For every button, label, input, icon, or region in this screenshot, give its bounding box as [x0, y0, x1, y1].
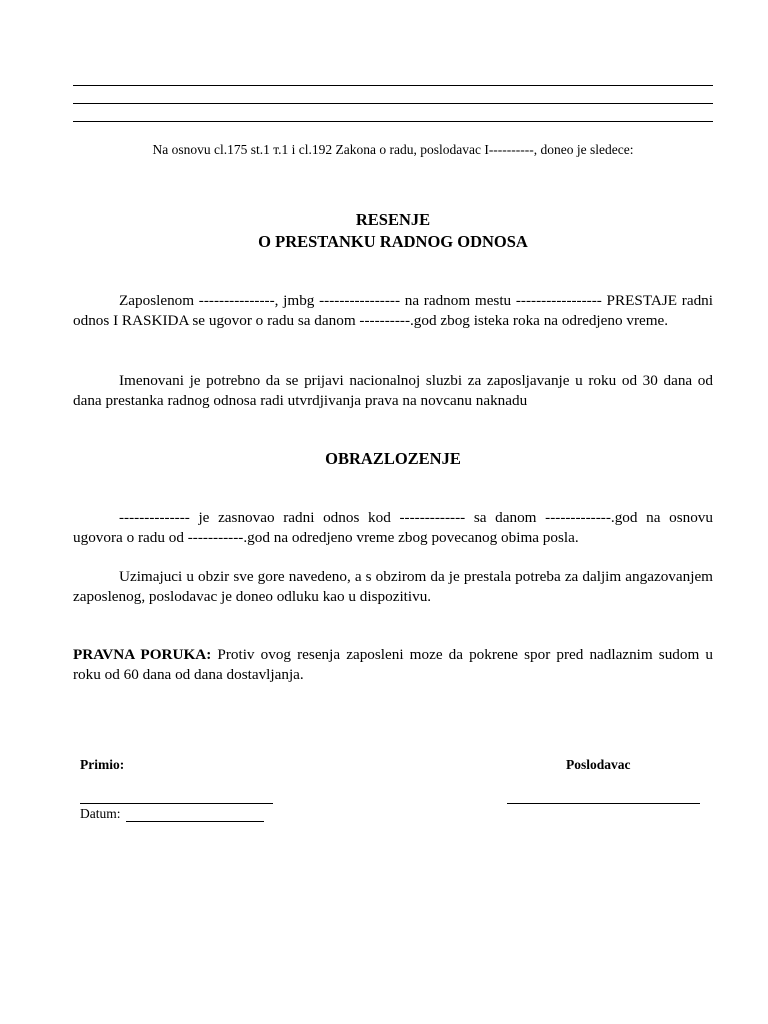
legal-notice-text: Protiv ovog resenja zaposleni moze da pokrene spor pred nadlaznim sudom u roku od 60 dana od dana dostavljanja.	[73, 646, 714, 683]
section-title-reasoning: OBRAZLOZENJE	[325, 449, 461, 468]
employer-label: Poslodavac	[566, 757, 631, 772]
header-rule-3	[73, 121, 713, 122]
paragraph-employment-history: -------------- je zasnovao radni odnos kod ------------- sa danom -------------.god na osnovu ugovora o radu od -----------.god na odredjeno vreme zbog povecanog obima posla.	[73, 509, 713, 546]
legal-notice	[73, 645, 713, 685]
legal-notice-label: PRAVNA PORUKA:	[73, 646, 212, 663]
employer-signature-line	[507, 803, 700, 804]
document-subtitle: O PRESTANKU RADNOG ODNOSA	[258, 232, 528, 251]
received-signature-line	[80, 803, 273, 804]
date-label: Datum:	[80, 806, 121, 821]
document-title: RESENJE	[355, 210, 431, 229]
intro-text: Na osnovu cl.175 st.1 т.1 i cl.192 Zakona o radu, poslodavac I----------, doneo je sledece:	[152, 142, 634, 157]
header-rule-1	[73, 85, 713, 86]
date-field	[80, 806, 264, 822]
paragraph-termination: Zaposlenom ---------------, jmbg ---------------- na radnom mestu ----------------- PRESTAJE radni odnos I RASKIDA se ugovor o radu sa danom ----------.god zbog isteka roka na odredjeno vreme.	[73, 292, 713, 329]
paragraph-decision-basis: Uzimajuci u obzir sve gore navedeno, a s obzirom da je prestala potreba za daljim angazovanjem zaposlenog, poslodavac je doneo odluku kao u dispozitivu.	[73, 568, 713, 605]
date-line	[126, 809, 264, 822]
header-rule-2	[73, 103, 713, 104]
paragraph-employment-service: Imenovani je potrebno da se prijavi nacionalnoj sluzbi za zaposljavanje u roku od 30 dana od dana prestanka radnog odnosa radi utvrdjivanja prava na novcanu naknadu	[73, 372, 713, 409]
received-label: Primio:	[80, 757, 125, 772]
